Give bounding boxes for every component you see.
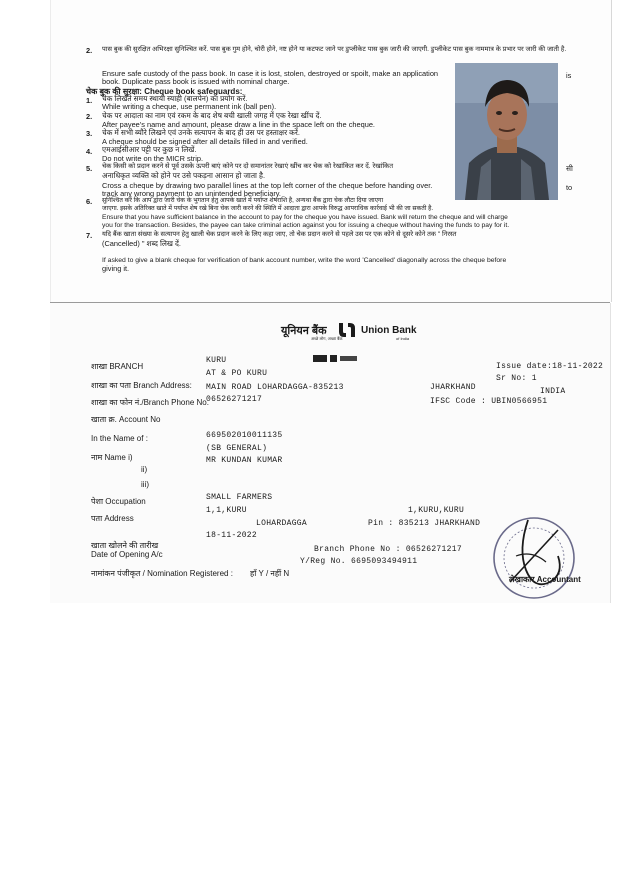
name-ii-label: ii) [141, 465, 148, 474]
customer-address-line2: 1,KURU,KURU [408, 506, 465, 515]
safeguards-heading: चेक बुक की सुरक्षा: Cheque book safeguards: [86, 87, 243, 96]
rule6-english: Ensure that you have sufficient balance in the account to pay for the cheque you have issued. Bank will return the cheque and will charge [102, 214, 508, 221]
rule7-hindi: यदि बैंक खाता संख्या के सत्यापन हेतु खाली चेक प्रदान करने के लिए कहा जाए, तो चेक प्रदान करने से पहले उस पर एक कोने से दूसरे कोने तक " निरस्त [102, 231, 457, 238]
account-no-label: खाता क्र. Account No [91, 415, 161, 424]
branch-label: शाखा BRANCH [91, 362, 144, 371]
rule5-hindi-end: सी [566, 164, 573, 173]
rule6-english-2: you for the transaction. Besides, the payee can take criminal action against you for issuing a cheque without having the funds to pay for it. [102, 222, 510, 229]
item-number: 2. [86, 112, 93, 121]
branch-address-line2: MAIN ROAD LOHARDAGGA-835213 [206, 383, 344, 392]
customer-address-line1: 1,1,KURU [206, 506, 247, 515]
nomination-label: नामांकन पंजीकृत / Nomination Registered : [91, 569, 233, 578]
account-holder-name: MR KUNDAN KUMAR [206, 456, 283, 465]
branch-address-label: शाखा का पता Branch Address: [91, 381, 192, 390]
item2-english-2: book. Duplicate pass book is issued with nominal charge. [102, 77, 290, 86]
rule5-english: Cross a cheque by drawing two parallel lines at the top left corner of the cheque before handing over. [102, 181, 433, 190]
rule1-hindi: चेक लिखते समय स्थायी स्याही (बालपेन) का प्रयोग करें. [102, 94, 248, 103]
branch-state: JHARKHAND [430, 383, 476, 392]
branch-phone-value: 06526271217 [206, 395, 263, 404]
branch-country: INDIA [540, 387, 566, 396]
rule7-english-2: giving it. [102, 264, 130, 273]
occupation-label: पेशा Occupation [91, 497, 146, 506]
rule5-hindi-2: अनाधिकृत व्यक्ति को होने पर उसे पकड़ना आसान हो जाता है. [102, 171, 265, 180]
customer-pin: Pin : 835213 JHARKHAND [368, 519, 481, 528]
opening-date-label-english: Date of Opening A/c [91, 550, 163, 559]
rule5-english-2: track any wrong payment to an unintended beneficiary. [102, 189, 281, 198]
rule3-english: A cheque should be signed after all details filled in and verified. [102, 137, 308, 146]
rule2-hindi: चेक पर आदाता का नाम एवं रकम के बाद शेष बची खाली जगह में एक रेखा खींच दें. [102, 111, 322, 120]
partner-logos [313, 349, 357, 356]
item2-hindi: पास बुक की सुरक्षित अभिरक्षा सुनिश्चित करें. पास बुक गुम होने, चोरी होने, नष्ट होने या कटफट जाने पर डुप्लीकेट पास बुक जारी की जाएगी. डुप्लीकेट पास बुक नाममात्र के प्रभार पर जारी की जाती है. [102, 46, 567, 53]
serial-number: Sr No: 1 [496, 374, 537, 383]
opening-date-label-hindi: खाता खोलने की तारीख [91, 541, 159, 550]
name-label: नाम Name i) [91, 453, 133, 462]
rule4-english: Do not write on the MICR strip. [102, 154, 204, 163]
opening-date: 18-11-2022 [206, 531, 258, 540]
rule5-english-end: to [566, 183, 573, 192]
name-of-label: In the Name of : [91, 434, 148, 443]
address-label: पता Address [91, 514, 134, 523]
bank-of-india: of India [396, 336, 410, 341]
rule6-hindi: सुनिश्चित करें कि आप द्वारा जारी चेक के भुगतान हेतु आपके खाते में पर्याप्त शेषराशि है, अन्यथा बैंक द्वारा चेक लौटा दिया जाएगा [102, 197, 384, 204]
issue-date: Issue date:18-11-2022 [496, 362, 604, 371]
bank-name-english: Union Bank [361, 325, 417, 336]
item-number: 7. [86, 231, 93, 240]
customer-address-line3: LOHARDAGGA [256, 519, 308, 528]
item-number: 1. [86, 96, 93, 105]
item-number: 5. [86, 164, 93, 173]
branch-phone-label: शाखा का फोन नं./Branch Phone No. [91, 398, 209, 407]
item-number: 4. [86, 147, 93, 156]
rule7-english: If asked to give a blank cheque for verification of bank account number, write the word 'Cancelled' diagonally across the cheque before [102, 257, 507, 264]
person-photo-graphic [455, 63, 558, 200]
branch-stamp [488, 510, 580, 611]
item2-english-end: is [566, 71, 572, 80]
bank-name-hindi: यूनियन बैंक [281, 325, 327, 337]
item-number: 2. [86, 46, 93, 55]
item-number: 3. [86, 129, 93, 138]
ifsc-code: IFSC Code : UBIN0566951 [430, 397, 548, 406]
account-type: (SB GENERAL) [206, 444, 268, 453]
union-bank-logo-icon [336, 321, 358, 344]
name-iii-label: iii) [141, 480, 149, 489]
account-holder-photo [455, 63, 558, 200]
branch-value: KURU [206, 356, 227, 365]
rule4-hindi: एमआईसीआर पट्टी पर कुछ न लिखें. [102, 145, 197, 154]
branch-address-line1: AT & PO KURU [206, 369, 268, 378]
rule2-english: After payee's name and amount, please draw a line in the space left on the cheque. [102, 120, 375, 129]
rule7-hindi-2: (Cancelled) " शब्द लिख दें. [102, 239, 181, 248]
rule6-hindi-2: जाएगा. इसके अतिरिक्त खाते में पर्याप्त शेष रखे बिना चेक जारी करने की स्थिति में आदाता द्वारा आपके विरुद्ध आपराधिक कार्रवाई भी की जा सकती है. [102, 205, 434, 212]
rule3-hindi: चेक में सभी ब्यौरे लिखने एवं उनके सत्यापन के बाद ही उस पर हस्ताक्षर करें. [102, 128, 300, 137]
nomination-value: हाँ Y / नहीं N [250, 569, 290, 578]
occupation-value: SMALL FARMERS [206, 493, 273, 502]
item-number: 6. [86, 197, 93, 206]
rule1-english: While writing a cheque, use permanent ink (ball pen). [102, 102, 277, 111]
branch-phone-second: Branch Phone No : 06526271217 [314, 545, 462, 554]
item2-english: Ensure safe custody of the pass book. In case it is lost, stolen, destroyed or spoilt, make an application [102, 69, 439, 78]
bank-tagline: अच्छे लोग, अच्छा बैंक [311, 336, 343, 341]
rule5-hindi: चेक किसी को प्रदान करने से पूर्व उसके ऊपरी बाएं कोने पर दो समानांतर रेखाएं खींच कर चेक को रेखांकित कर दें. रेखांकित [102, 163, 394, 170]
account-number: 669502010011135 [206, 431, 283, 440]
accountant-label: लेखाकार Accountant [509, 575, 581, 584]
yreg-number: Y/Reg No. 6695093494911 [300, 557, 418, 566]
